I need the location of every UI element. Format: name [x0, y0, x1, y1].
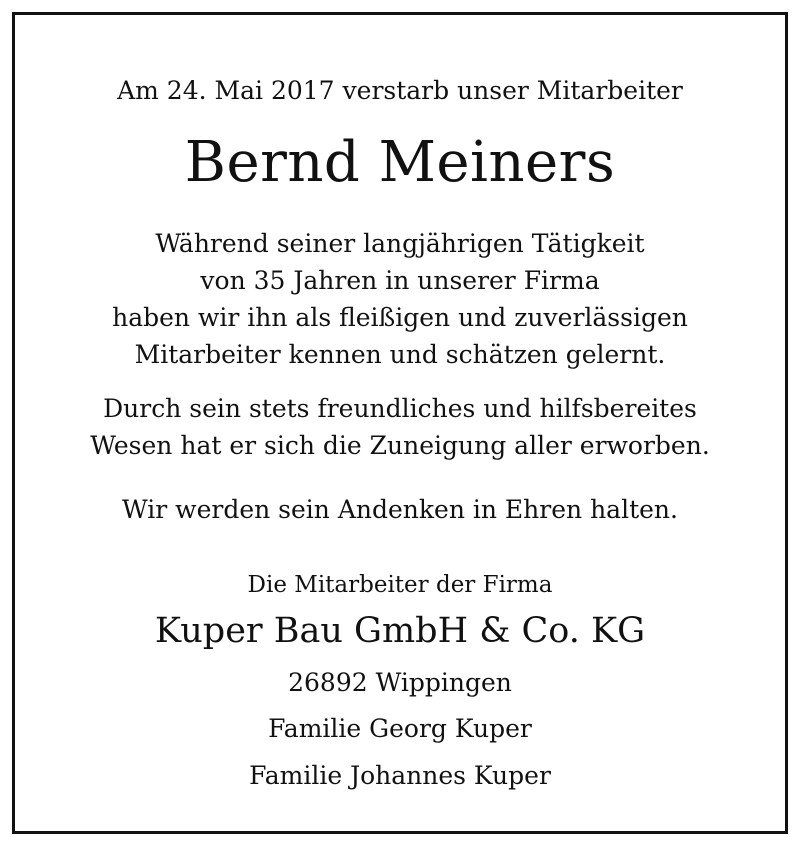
company-name: Kuper Bau GmbH & Co. KG — [154, 611, 646, 651]
tribute-line-4: Mitarbeiter kennen und schätzen gelernt. — [134, 340, 666, 369]
tribute-line-1: Während seiner langjährigen Tätigkeit — [155, 229, 645, 258]
family-name-2: Familie Johannes Kuper — [249, 761, 551, 790]
deceased-name: Bernd Meiners — [184, 130, 616, 195]
tribute-line-2: von 35 Jahren in unserer Firma — [200, 266, 600, 295]
obituary-notice — [12, 12, 788, 834]
closing-line: Wir werden sein Andenken in Ehren halten. — [122, 495, 678, 524]
family-name-1: Familie Georg Kuper — [268, 714, 532, 743]
signature-intro: Die Mitarbeiter der Firma — [247, 572, 553, 598]
company-address: 26892 Wippingen — [288, 668, 512, 697]
intro-text: Am 24. Mai 2017 verstarb unser Mitarbeiter — [117, 76, 683, 105]
tribute-line-3: haben wir ihn als fleißigen und zuverlässigen — [112, 303, 688, 332]
character-line-2: Wesen hat er sich die Zuneigung aller erworben. — [90, 431, 710, 460]
character-line-1: Durch sein stets freundliches und hilfsbereites — [103, 394, 697, 423]
